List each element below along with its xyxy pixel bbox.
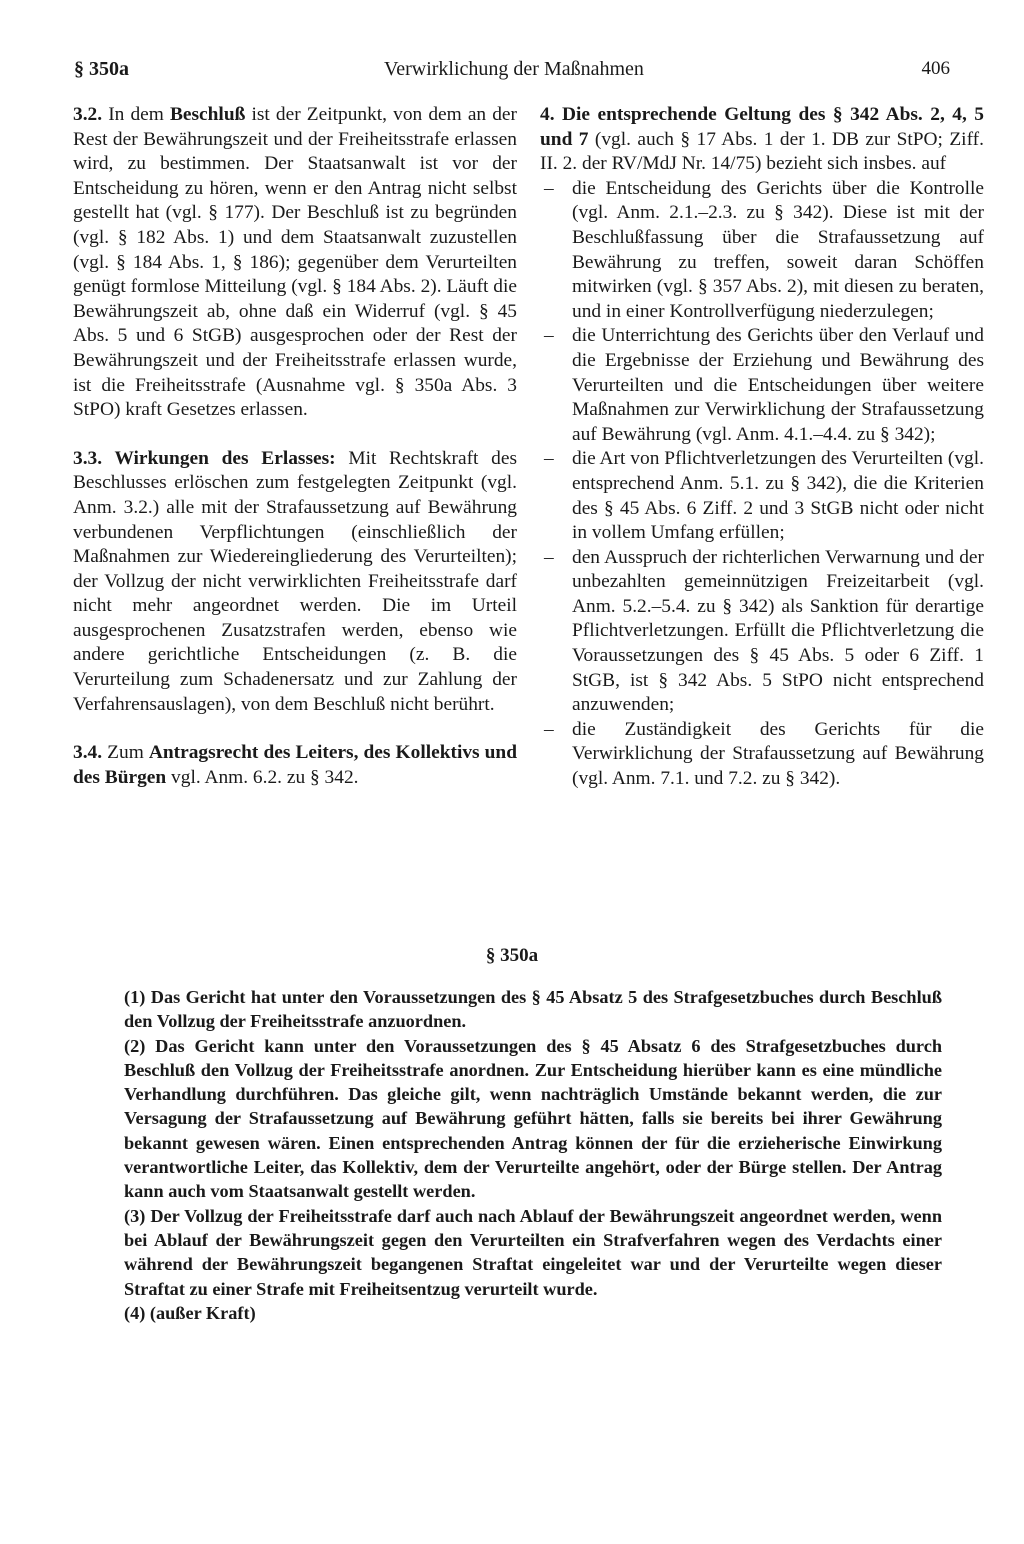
list-item-text: die Art von Pflichtverletzungen des Verurteilten (vgl. entsprechend Anm. 5.1. zu § 342), die die Kriterien des § 45 Abs. 6 Ziff. 2 und 3 StGB nicht oder nicht in vollem Umfang erfüllen;: [572, 448, 984, 544]
annotation-keyword: Beschluß: [169, 104, 246, 125]
page-header: [74, 56, 976, 90]
law-paragraph-2: (2) Das Gericht kann unter den Voraussetzungen des § 45 Absatz 6 des Strafgesetzbuches durch Beschluß den Vollzug der Freiheitsstrafe anordnen. Zur Entscheidung hierüber kann es eine mündliche Verhandlung durchführen. Das gleiche gilt, wenn nachträglich Umstände bekannt werden, die zur Versagung der Strafaussetzung auf Bewährung geführt hätten, falls sie bereits bei ihrer Gewährung bekannt gewesen wären. Einen entsprechenden Antrag können der für die erzieherische Einwirkung verantwortliche Leiter, das Kollektiv, dem der Verurteilte angehört, oder der Bürge stellen. Der Antrag kann auch vom Staatsanwalt gestellt werden.: [124, 1035, 942, 1202]
dash-list: [540, 177, 984, 792]
list-item: [540, 546, 984, 718]
annotation-number: 3.4.: [73, 742, 103, 764]
annotation-text: (vgl. auch § 17 Abs. 1 der 1. DB zur StPO; Ziff. II. 2. der RV/MdJ Nr. 14/75) bezieht sich insbes. auf: [540, 128, 984, 175]
annotation-keyword: Antragsrecht des Leiters, des Kollektivs und des Bürgen: [73, 742, 517, 788]
left-column: [73, 103, 517, 790]
list-item-text: die Entscheidung des Gerichts über die Kontrolle (vgl. Anm. 2.1.–2.3. zu § 342). Diese ist mit der Beschlußfassung über die Strafaussetzung auf Bewährung zu treffen, soweit daran Schöffen mitwirken (vgl. § 357 Abs. 2), mit diesen zu beraten, und in einer Kontrollverfügung niederzulegen;: [572, 177, 984, 322]
annotation-text: Mit Rechtskraft des Beschlusses erlöschen zum festgelegten Zeitpunkt (vgl. Anm. 3.2.) alle mit der Strafaussetzung auf Bewährung verbundenen Verpflichtungen (einschließlich der Maßnahmen zur Wiedereingliederung des Verurteilten); der Vollzug der nicht verwirklichten Freiheitsstrafe darf nicht mehr angeordnet werden. Die im Urteil ausgesprochenen Zusatzstrafen werden, ebenso wie andere gerichtliche Entscheidungen (z. B. die Verurteilung zum Schadenersatz und zur Zahlung der Verfahrensauslagen), von dem Beschluß nicht berührt.: [73, 447, 517, 715]
law-section-title: § 350a: [485, 945, 539, 966]
header-title: Verwirklichung der Maßnahmen: [384, 58, 644, 80]
list-item: [540, 177, 984, 325]
law-paragraph-1: (1) Das Gericht hat unter den Voraussetzungen des § 45 Absatz 5 des Strafgesetzbuches durch Beschluß den Vollzug der Freiheitsstrafe anzuordnen.: [124, 987, 942, 1032]
list-item-text: die Unterrichtung des Gerichts über den Verlauf und die Ergebnisse der Erziehung und Bewährung des Verurteilten und die Entscheidungen über weitere Maßnahmen zur Verwirklichung der Strafaussetzung auf Bewährung (vgl. Anm. 4.1.–4.4. zu § 342);: [572, 325, 984, 445]
right-column: [540, 103, 984, 792]
annotation-3-3: [73, 447, 517, 718]
annotation-4: [540, 103, 984, 177]
list-item: [540, 324, 984, 447]
list-item-text: die Zuständigkeit des Gerichts für die Verwirklichung der Strafaussetzung auf Bewährung (vgl. Anm. 7.1. und 7.2. zu § 342).: [572, 718, 984, 790]
law-paragraph-3: (3) Der Vollzug der Freiheitsstrafe darf auch nach Ablauf der Bewährungszeit angeordnet werden, wenn bei Ablauf der Bewährungszeit gegen den Verurteilten ein Strafverfahren wegen des Verdachts einer während der Bewährungszeit begangenen Straftat eingeleitet war und der Verurteilte wegen dieser Straftat zu einer Strafe mit Freiheitsentzug verurteilt wurde.: [124, 1205, 942, 1299]
annotation-text: In dem: [102, 104, 170, 125]
dash-marker: –: [544, 546, 554, 568]
header-section: § 350a: [74, 58, 129, 80]
annotation-3-2: [73, 103, 517, 423]
annotation-text: ist der Zeitpunkt, von dem an der Rest der Bewährungszeit und der Freiheitsstrafe erlassen wird, zu bestimmen. Der Staatsanwalt ist vor der Entscheidung zu hören, wenn er den Antrag nicht selbst gestellt hat (vgl. § 177). Der Beschluß ist zu begründen (vgl. § 182 Abs. 1) und dem Staatsanwalt zuzustellen (vgl. § 184 Abs. 1, § 186); gegenüber dem Verurteilten genügt formlose Mitteilung (vgl. § 184 Abs. 2). Läuft die Bewährungszeit ab, ohne daß ein Widerruf (vgl. § 45 Abs. 5 und 6 StGB) ausgesprochen oder der Rest der Bewährungszeit und der Freiheitsstrafe erlassen wurde, ist die Freiheitsstrafe (Ausnahme vgl. § 350a Abs. 3 StPO) kraft Gesetzes erlassen.: [73, 104, 517, 421]
annotation-heading: 3.3. Wirkungen des Erlasses:: [73, 447, 336, 469]
dash-marker: –: [544, 177, 554, 199]
law-paragraph-4: (4) (außer Kraft): [124, 1302, 256, 1323]
annotation-3-4: [73, 741, 517, 790]
annotation-text: vgl. Anm. 6.2. zu § 342.: [166, 766, 359, 788]
annotation-number: 3.2.: [73, 104, 103, 125]
annotation-text: Zum: [102, 742, 149, 764]
list-item-text: den Ausspruch der richterlichen Verwarnung und der unbezahlten gemeinnützigen Freizeitarbeit (vgl. Anm. 5.2.–5.4. zu § 342) als Sanktion für derartige Pflichtverletzungen. Erfüllt die Pflichtverletzung die Voraussetzungen des § 45 Abs. 5 oder 6 Ziff. 1 StGB, ist § 342 Abs. 5 StPO nicht entsprechend anzuwenden;: [572, 546, 984, 716]
dash-marker: –: [544, 325, 554, 347]
list-item: [540, 718, 984, 792]
dash-marker: –: [544, 718, 554, 740]
list-item: [540, 447, 984, 545]
law-text: [124, 985, 942, 1325]
page-number: 406: [921, 58, 950, 79]
dash-marker: –: [544, 448, 554, 470]
annotation-heading: 4. Die entsprechende Geltung des § 342 Abs. 2, 4, 5 und 7: [540, 104, 984, 150]
